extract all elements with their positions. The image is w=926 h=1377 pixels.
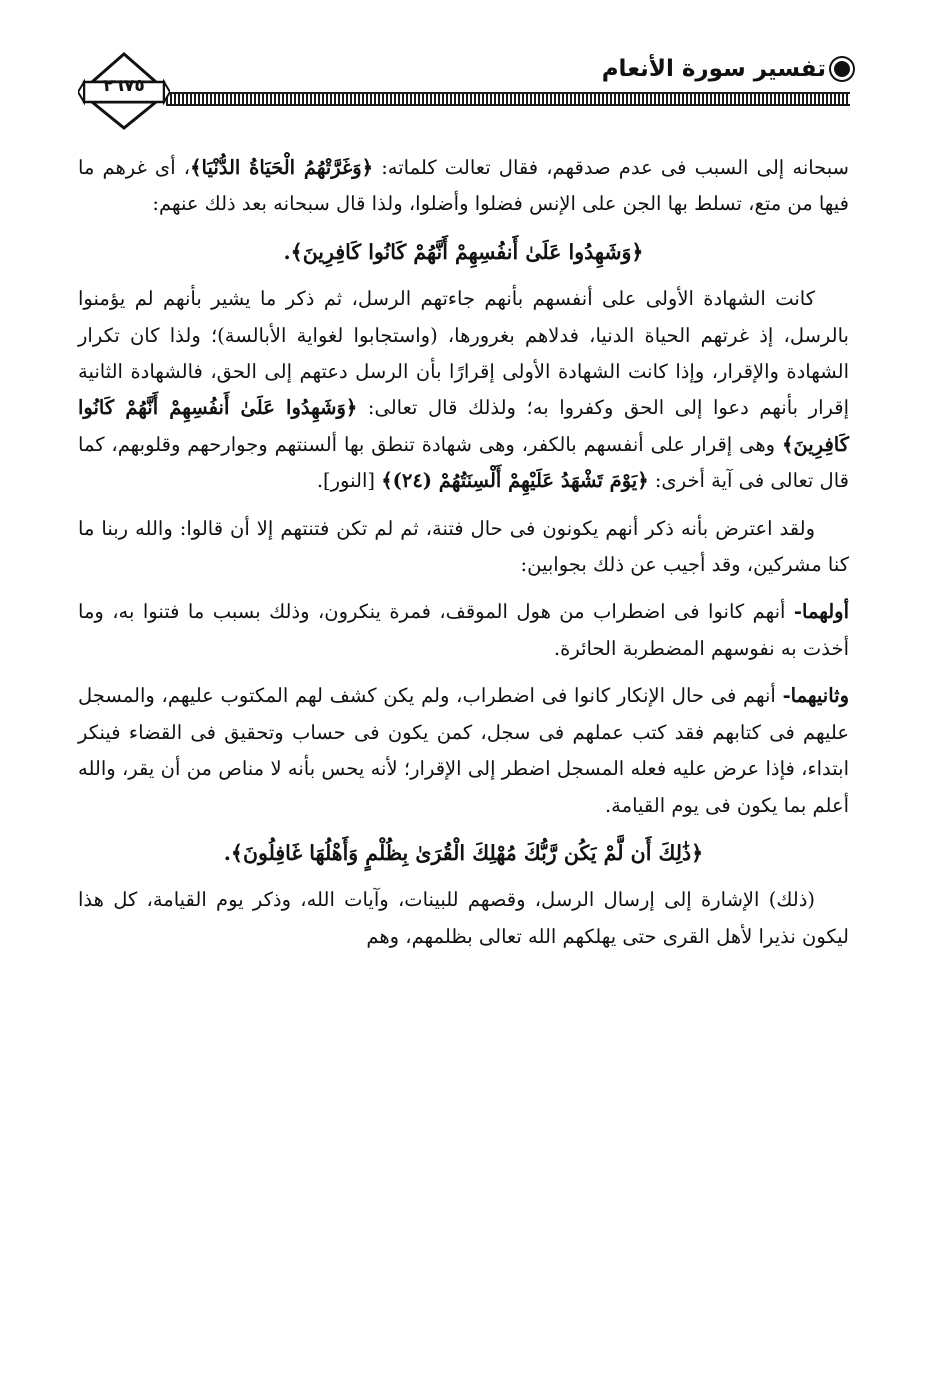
- paragraph-2: [78, 281, 849, 499]
- ornament-bullet-icon: [834, 61, 850, 77]
- page-number-badge: [78, 48, 170, 130]
- paragraph-5: [78, 678, 849, 824]
- answer-1-label: أولهما-: [793, 600, 849, 624]
- verse-line-2: ﴿ذَٰلِكَ أَن لَّمْ يَكُن رَّبُّكَ مُهْلِكَ الْقُرَىٰ بِظُلْمٍ وَأَهْلُهَا غَافِلُونَ﴾.: [223, 840, 704, 865]
- header-rule: [166, 92, 850, 106]
- quran-quote: ﴿وَشَهِدُوا عَلَىٰ أَنفُسِهِمْ أَنَّهُمْ كَانُوا كَافِرِينَ﴾: [78, 396, 849, 456]
- quran-quote: ﴿يَوْمَ تَشْهَدُ عَلَيْهِمْ أَلْسِنَتُهُمْ (٢٤)﴾: [381, 469, 649, 493]
- paragraph-1-text-b: ، أى غرهم ما فيها من متع، تسلط بها الجن على الإنس فضلوا وأضلوا، ولذا قال سبحانه بعد ذلك عنهم:: [78, 156, 849, 216]
- paragraph-4-text: أنهم كانوا فى اضطراب من هول الموقف، فمرة ينكرون، وذلك بسبب ما فتنوا به، وما أخذت به نفوسهم المضطربة الحائرة.: [78, 600, 849, 660]
- paragraph-2-text-b: وهى إقرار على أنفسهم بالكفر، وهى شهادة تنطق بها ألسنتهم وجوارحهم وقلوبهم، كما قال تعالى فى آية أخرى:: [78, 432, 849, 493]
- paragraph-5-text: أنهم فى حال الإنكار كانوا فى اضطراب، ولم يكن كشف لهم المكتوب عليهم، والمسجل عليهم فى كتابهم فقد كتب عملهم فى سجل، كمن يكون فى حساب وتحقيق فى القضاء فينكر ابتداء، فإذا عرض عليه فعله المسجل اضطر إلى الإقرار؛ لأنه يحس بأنه لا مناص من أن يقر، والله أعلم بما يكون فى يوم القيامة.: [78, 684, 849, 817]
- paragraph-1-text-a: سبحانه إلى السبب فى عدم صدقهم، فقال تعالت كلماته:: [373, 156, 849, 179]
- page-body: [78, 150, 849, 966]
- surah-title: تفسير سورة الأنعام: [601, 56, 826, 82]
- quran-quote: ﴿وَغَرَّتْهُمُ الْحَيَاةُ الدُّنْيَا﴾: [190, 156, 374, 179]
- paragraph-4: [78, 594, 849, 667]
- paragraph-2-text-c: [النور].: [316, 469, 382, 493]
- page-number: ٢٦٧٥: [103, 76, 145, 96]
- paragraph-2-text-a: كانت الشهادة الأولى على أنفسهم بأنهم جاءتهم الرسل، ثم ذكر ما يشير بأنهم لم يؤمنوا بالرسل، إذ غرتهم الحياة الدنيا، فدلاهم بغرورها، (واستجابوا لغواية الأبالسة)؛ ولذا كان تكرار الشهادة والإقرار، وإذا كانت الشهادة الأولى إقرارًا بأن الرسل دعتهم إلى الحق، فالشهادة الثانية إقرار بأنهم دعوا إلى الحق وكفروا به؛ ولذلك قال تعالى:: [78, 287, 850, 420]
- paragraph-6: (ذلك) الإشارة إلى إرسال الرسل، وقصهم للبينات، وآيات الله، وذكر يوم القيامة، كل هذا ليكون نذيرا لأهل القرى حتى يهلكهم الله تعالى بظلمهم، وهم: [78, 888, 849, 948]
- paragraph-1: [78, 150, 849, 223]
- page-header: [78, 48, 850, 130]
- header-title-group: [602, 56, 850, 82]
- verse-line-1: ﴿وَشَهِدُوا عَلَىٰ أَنفُسِهِمْ أَنَّهُمْ كَانُوا كَافِرِينَ﴾.: [283, 239, 644, 264]
- answer-2-label: وثانيهما-: [782, 684, 849, 708]
- paragraph-3: ولقد اعترض بأنه ذكر أنهم يكونون فى حال فتنة، ثم لم تكن فتنتهم إلا أن قالوا: والله ربنا ما كنا مشركين، وقد أجيب عن ذلك بجوابين:: [78, 516, 849, 577]
